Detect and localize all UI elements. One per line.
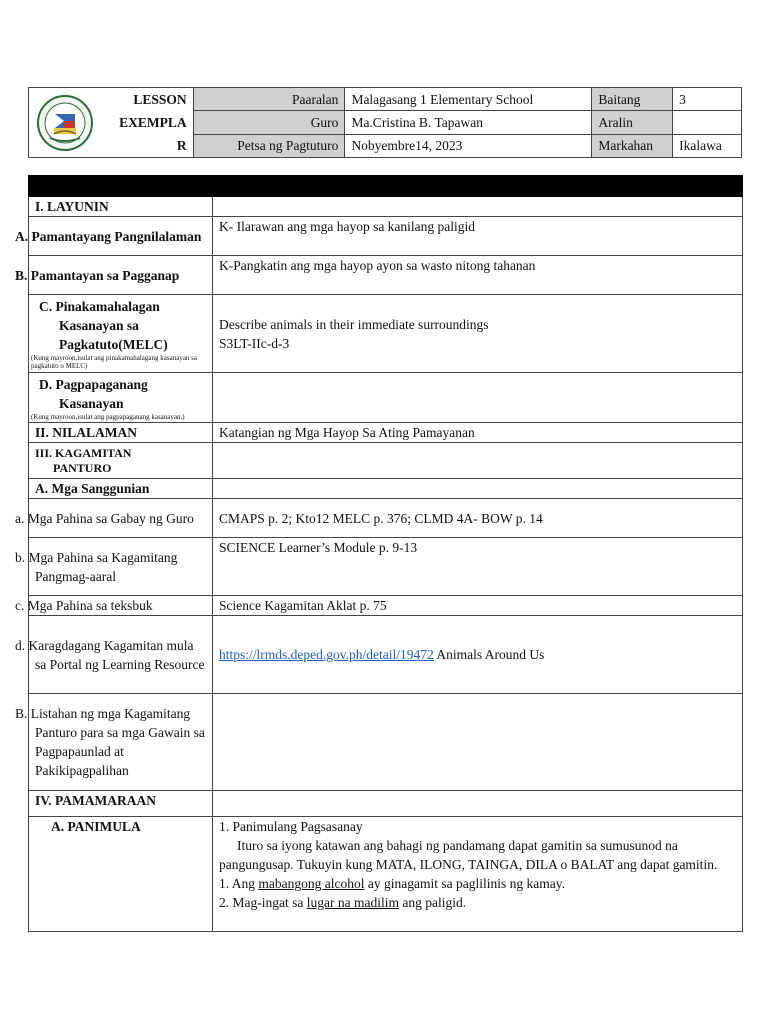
label-melc: C. Pinakamahalagan Kasanayan sa Pagkatuto(MELC) <box>39 299 168 352</box>
school-seal-logo <box>29 88 101 158</box>
label-baitang: Baitang <box>592 88 673 111</box>
label-pamantayang: A. Pamantayang Pangnilalaman <box>29 217 213 256</box>
lrmds-link[interactable]: https://lrmds.deped.gov.ph/detail/19472 <box>219 647 434 662</box>
deped-seal-icon <box>36 94 94 152</box>
row-pangmag-aaral <box>29 538 743 596</box>
label-petsa: Petsa ng Pagtuturo <box>193 134 345 157</box>
row-sanggunian <box>29 479 743 499</box>
value-petsa: Nobyembre14, 2023 <box>345 134 592 157</box>
label-pangmag: b. Mga Pahina sa Kagamitang Pangmag-aaral <box>29 538 213 596</box>
value-markahan: Ikalawa <box>673 134 742 157</box>
value-gabay: CMAPS p. 2; Kto12 MELC p. 376; CLMD 4A- BOW p. 14 <box>213 499 743 538</box>
note-pagpapaganang: (Kung mayroon,isulat ang pagpapaganang kasanayan.) <box>31 412 185 421</box>
value-paaralan: Malagasang 1 Elementary School <box>345 88 592 111</box>
header-table <box>28 87 742 158</box>
value-guro: Ma.Cristina B. Tapawan <box>345 111 592 134</box>
label-panimula: A. PANIMULA <box>29 817 213 932</box>
row-kagamitan <box>29 443 743 479</box>
panimula-item-1: 1. Ang mabangong alcohol ay ginagamit sa paglilinis ng kamay. <box>219 876 565 891</box>
row-melc <box>29 295 743 373</box>
row-listahan <box>29 694 743 791</box>
section-kagamitan-1: III. KAGAMITAN <box>35 445 132 460</box>
label-teksbuk: c. Mga Pahina sa teksbuk <box>29 596 213 616</box>
label-pagpapaganang: D. Pagpapaganang Kasanayan <box>39 376 148 411</box>
row-pamantayang-pangnilalaman <box>29 217 743 256</box>
value-teksbuk: Science Kagamitan Aklat p. 75 <box>213 596 743 616</box>
section-layunin: I. LAYUNIN <box>29 197 213 217</box>
row-layunin <box>29 197 743 217</box>
row-gabay <box>29 499 743 538</box>
value-pamantayan: K-Pangkatin ang mga hayop ayon sa wasto nitong tahanan <box>213 256 743 295</box>
value-pangmag: SCIENCE Learner’s Module p. 9-13 <box>213 538 743 596</box>
section-pamamaraan: IV. PAMAMARAAN <box>29 791 213 817</box>
value-melc-1: Describe animals in their immediate surroundings <box>219 316 489 332</box>
label-paaralan: Paaralan <box>193 88 345 111</box>
section-kagamitan-2: PANTURO <box>53 460 112 475</box>
row-panimula <box>29 817 743 932</box>
label-listahan: B. Listahan ng mga Kagamitang Panturo para sa mga Gawain sa Pagpapaunlad at Pakikipagpalihan <box>29 694 213 791</box>
panimula-item-2: 2. Mag-ingat sa lugar na madilim ang paligid. <box>219 895 467 910</box>
row-teksbuk <box>29 596 743 616</box>
label-karagdagang: d. Karagdagang Kagamitan mula sa Portal ng Learning Resource <box>29 616 213 694</box>
row-pagpapaganang <box>29 373 743 423</box>
label-guro: Guro <box>193 111 345 134</box>
row-karagdagang <box>29 616 743 694</box>
value-pamantayang: K- Ilarawan ang mga hayop sa kanilang paligid <box>213 217 743 256</box>
label-sanggunian: A. Mga Sanggunian <box>29 479 213 499</box>
panimula-instructions: Ituro sa iyong katawan ang bahagi ng pandamang dapat gamitin sa sumusunod na pangungusap. Tukuyin kung MATA, ILONG, TAINGA, DILA o BALAT ang dapat gamitin. <box>219 838 718 872</box>
karagdagang-text: Animals Around Us <box>433 647 545 662</box>
panimula-step-1: 1. Panimulang Pagsasanay <box>219 819 363 834</box>
note-melc: (Kung mayroon,isulat ang pinakamahalagang kasanayan sa pagkatuto o MELC) <box>31 354 198 370</box>
label-pamantayan: B. Pamantayan sa Pagganap <box>29 256 213 295</box>
value-karagdagang <box>213 616 743 694</box>
value-melc-2: S3LT-IIc-d-3 <box>219 335 290 351</box>
lesson-exemplar-title: LESSON EXEMPLA R <box>101 88 193 158</box>
lesson-table <box>15 175 743 932</box>
label-aralin: Aralin <box>592 111 673 134</box>
row-pamamaraan <box>29 791 743 817</box>
label-gabay: a. Mga Pahina sa Gabay ng Guro <box>29 499 213 538</box>
label-markahan: Markahan <box>592 134 673 157</box>
row-pamantayan-sa-pagganap <box>29 256 743 295</box>
table-header-bar <box>29 176 743 197</box>
section-nilalaman: II. NILALAMAN <box>29 423 213 443</box>
value-aralin <box>673 111 742 134</box>
value-nilalaman: Katangian ng Mga Hayop Sa Ating Pamayanan <box>213 423 743 443</box>
value-baitang: 3 <box>673 88 742 111</box>
row-nilalaman <box>29 423 743 443</box>
